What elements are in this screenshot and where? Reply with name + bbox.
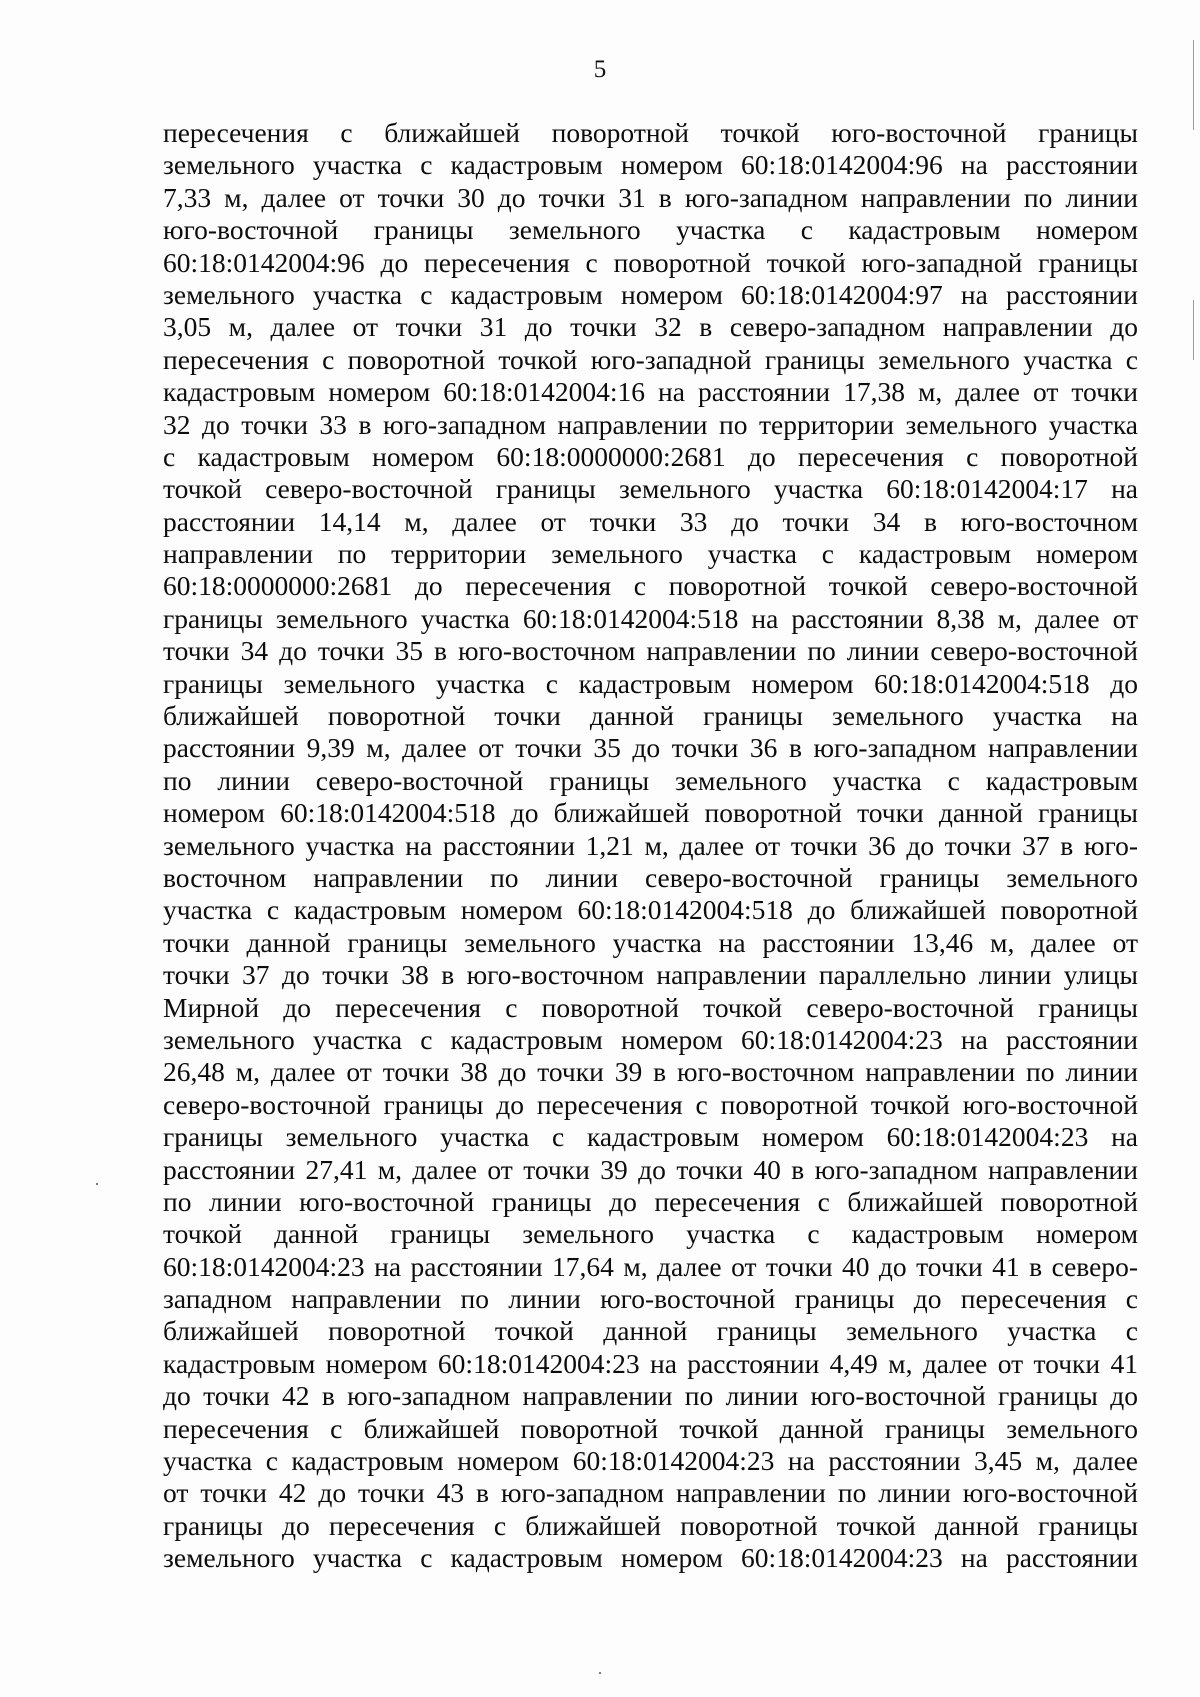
text-line: границы земельного участка с кадастровым номером 60:18:0142004:518 до bbox=[163, 667, 1138, 699]
body-paragraph bbox=[163, 117, 1138, 1575]
text-line: 60:18:0142004:23 на расстоянии 17,64 м, далее от точки 40 до точки 41 в северо- bbox=[163, 1250, 1138, 1282]
text-line: 60:18:0000000:2681 до пересечения с поворотной точкой северо-восточной bbox=[163, 570, 1138, 602]
text-line: расстоянии 27,41 м, далее от точки 39 до точки 40 в юго-западном направлении bbox=[163, 1153, 1138, 1185]
text-line: участка с кадастровым номером 60:18:0142004:23 на расстоянии 3,45 м, далее bbox=[163, 1445, 1138, 1477]
text-line: кадастровым номером 60:18:0142004:16 на расстоянии 17,38 м, далее от точки bbox=[163, 376, 1138, 408]
text-line: точки 34 до точки 35 в юго-восточном направлении по линии северо-восточной bbox=[163, 635, 1138, 667]
text-line: расстоянии 9,39 м, далее от точки 35 до точки 36 в юго-западном направлении bbox=[163, 732, 1138, 764]
text-line: точки данной границы земельного участка на расстоянии 13,46 м, далее от bbox=[163, 926, 1138, 958]
text-line: земельного участка с кадастровым номером 60:18:0142004:23 на расстоянии bbox=[163, 1542, 1138, 1574]
text-line: пересечения с ближайшей поворотной точкой юго-восточной границы bbox=[163, 117, 1138, 148]
text-line: земельного участка с кадастровым номером 60:18:0142004:96 на расстоянии bbox=[163, 149, 1138, 181]
text-line: Мирной до пересечения с поворотной точкой северо-восточной границы bbox=[163, 991, 1138, 1023]
text-line: пересечения с поворотной точкой юго-западной границы земельного участка с bbox=[163, 343, 1138, 375]
text-line: 7,33 м, далее от точки 30 до точки 31 в юго-западном направлении по линии bbox=[163, 181, 1138, 213]
text-line: участка с кадастровым номером 60:18:0142004:518 до ближайшей поворотной bbox=[163, 894, 1138, 926]
text-line: кадастровым номером 60:18:0142004:23 на расстоянии 4,49 м, далее от точки 41 bbox=[163, 1347, 1138, 1379]
text-line: западном направлении по линии юго-восточной границы до пересечения с bbox=[163, 1283, 1138, 1315]
text-line: северо-восточной границы до пересечения с поворотной точкой юго-восточной bbox=[163, 1088, 1138, 1120]
scan-edge-mark bbox=[1193, 40, 1194, 130]
text-line: 3,05 м, далее от точки 31 до точки 32 в северо-западном направлении до bbox=[163, 311, 1138, 343]
text-line: ближайшей поворотной точки данной границы земельного участка на bbox=[163, 700, 1138, 732]
text-line: до точки 42 в юго-западном направлении по линии юго-восточной границы до bbox=[163, 1380, 1138, 1412]
text-line: по линии юго-восточной границы до пересечения с ближайшей поворотной bbox=[163, 1185, 1138, 1217]
text-line: ближайшей поворотной точкой данной границы земельного участка с bbox=[163, 1315, 1138, 1347]
text-line: земельного участка с кадастровым номером 60:18:0142004:23 на расстоянии bbox=[163, 1023, 1138, 1055]
scan-edge-mark bbox=[1193, 300, 1194, 360]
text-line: пересечения с ближайшей поворотной точкой данной границы земельного bbox=[163, 1412, 1138, 1444]
text-line: 32 до точки 33 в юго-западном направлении по территории земельного участка bbox=[163, 408, 1138, 440]
text-line: юго-восточной границы земельного участка с кадастровым номером bbox=[163, 214, 1138, 246]
text-line: точкой данной границы земельного участка с кадастровым номером bbox=[163, 1218, 1138, 1250]
text-line: точки 37 до точки 38 в юго-восточном направлении параллельно линии улицы bbox=[163, 959, 1138, 991]
text-line: границы до пересечения с ближайшей поворотной точкой данной границы bbox=[163, 1509, 1138, 1541]
text-line: направлении по территории земельного участка с кадастровым номером bbox=[163, 538, 1138, 570]
text-line: 26,48 м, далее от точки 38 до точки 39 в юго-восточном направлении по линии bbox=[163, 1056, 1138, 1088]
text-line: земельного участка с кадастровым номером 60:18:0142004:97 на расстоянии bbox=[163, 278, 1138, 310]
text-line: от точки 42 до точки 43 в юго-западном направлении по линии юго-восточной bbox=[163, 1477, 1138, 1509]
text-line: границы земельного участка с кадастровым номером 60:18:0142004:23 на bbox=[163, 1121, 1138, 1153]
text-line: границы земельного участка 60:18:0142004:518 на расстоянии 8,38 м, далее от bbox=[163, 602, 1138, 634]
page-number: 5 bbox=[593, 56, 607, 83]
text-line: земельного участка на расстоянии 1,21 м, далее от точки 36 до точки 37 в юго- bbox=[163, 829, 1138, 861]
text-line: точкой северо-восточной границы земельного участка 60:18:0142004:17 на bbox=[163, 473, 1138, 505]
scan-speck bbox=[96, 1183, 98, 1185]
scan-speck bbox=[599, 1672, 601, 1674]
text-line: восточном направлении по линии северо-восточной границы земельного bbox=[163, 861, 1138, 893]
text-line: с кадастровым номером 60:18:0000000:2681 до пересечения с поворотной bbox=[163, 440, 1138, 472]
text-line: по линии северо-восточной границы земельного участка с кадастровым bbox=[163, 764, 1138, 796]
text-line: расстоянии 14,14 м, далее от точки 33 до точки 34 в юго-восточном bbox=[163, 505, 1138, 537]
text-line: номером 60:18:0142004:518 до ближайшей поворотной точки данной границы bbox=[163, 797, 1138, 829]
text-line: 60:18:0142004:96 до пересечения с поворотной точкой юго-западной границы bbox=[163, 246, 1138, 278]
